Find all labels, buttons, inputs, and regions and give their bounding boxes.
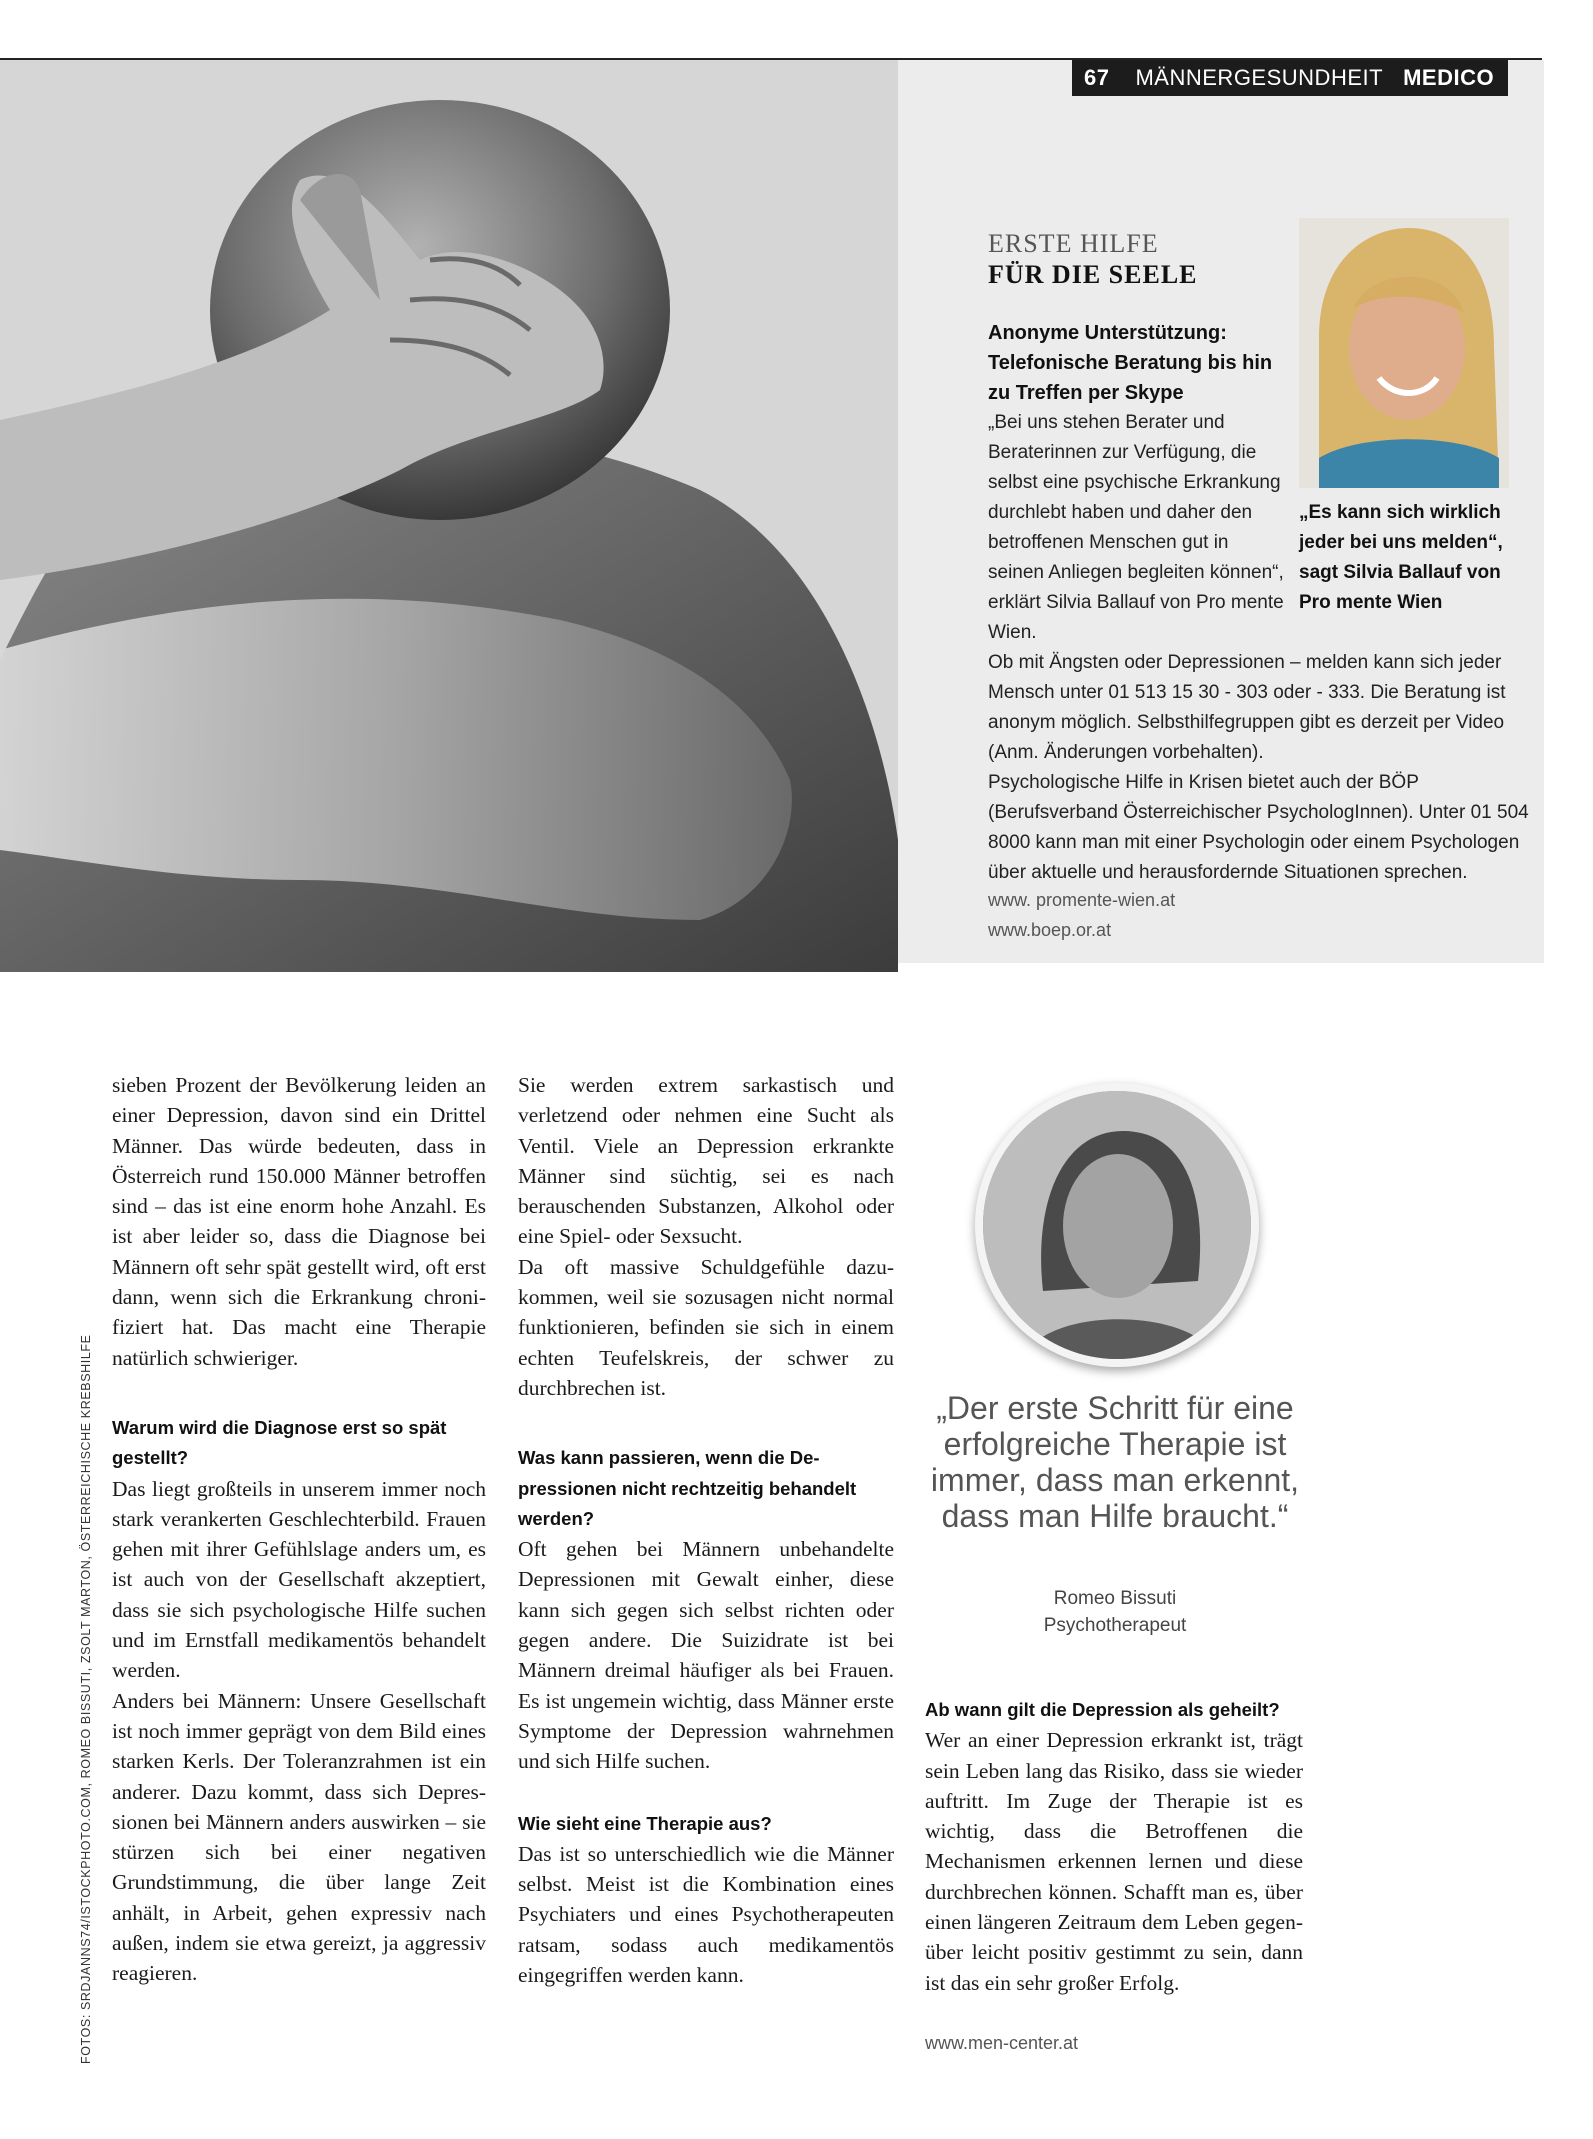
page-number: 67 <box>1084 65 1110 90</box>
question-heading: Wie sieht eine Therapie aus? <box>518 1812 772 1834</box>
question-heading: Warum wird die Diagnose erst so spät gestellt? <box>112 1416 447 1469</box>
magazine-brand: MEDICO <box>1403 65 1495 90</box>
photo-credit: FOTOS: SRDJANNS74/ISTOCKPHOTO.COM, ROMEO BISSUTI, ZSOLT MARTON, ÖSTERREICHISCHE KREBSHILFE <box>79 1334 93 2064</box>
portrait-romeo-bissuti <box>975 1083 1259 1367</box>
paragraph: sieben Prozent der Bevölkerung leiden an einer Depression, davon sind ein Drittel Männer. Das würde bedeuten, dass in Österreich rund 150.000 Männer betroffen sind – das ist eine enorm hohe Anzahl. Es ist aber leider so, dass die Diagnose bei Männern oft sehr spät gestellt wird, oft erst dann, wenn sich die Erkrankung chronifiziert hat. Das macht eine Therapie natürlich schwieriger. <box>112 1073 486 1370</box>
paragraph: Da oft massive Schuldgefühle dazukommen, weil sie sozusagen nicht normal funktionieren, befinden sie sich in einem echten Teufelskreis, der schwer zu durchbrechen ist. <box>518 1254 894 1400</box>
link-men-center[interactable]: www.men-center.at <box>925 2033 1079 2053</box>
paragraph: Sie werden extrem sarkastisch und verletzend oder nehmen eine Sucht als Ventil. Viele an Depression erkrankte Männer sind süchtig, sei es nach berauschenden Substanzen, Alkohol oder eine Spiel- oder Sexsucht. <box>518 1073 894 1249</box>
pull-quote-attribution <box>925 1585 1305 1639</box>
info-box-title <box>988 228 1288 290</box>
hero-photo-man-holding-head <box>0 60 898 972</box>
info-box-paragraph-3: Psychologische Hilfe in Krisen bietet auch der BÖP (Berufsverband Österreichischer PsychologInnen). Unter 01 504 8000 kann man mit einer Psychologin oder einem Psychologen über aktuelle und herausfordernde Situationen sprechen. <box>988 772 1529 883</box>
question-heading: Ab wann gilt die Depression als geheilt? <box>925 1699 1280 1720</box>
hero-photo-illustration <box>0 60 898 972</box>
portrait-silvia-ballauf <box>1299 218 1509 488</box>
portrait-illustration <box>1299 218 1509 488</box>
paragraph: Das ist so unterschiedlich wie die Männer selbst. Meist ist die Kombination eines Psychiaters und eines Psychotherapeuten ratsam, sodass auch medikamentös eingegriffen werden kann. <box>518 1841 894 1988</box>
info-box-paragraph-1: „Bei uns stehen Berater und Beraterinnen zur Verfügung, die selbst eine psychische Erkrankung durchlebt haben und daher den betroffenen Menschen gut in seinen Anliegen begleiten können“, erklärt Silvia Ballauf von Pro mente Wien. <box>988 412 1284 643</box>
portrait-illustration <box>983 1091 1251 1359</box>
question-heading: Was kann passieren, wenn die Depressionen nicht rechtzeitig behandelt werden? <box>518 1447 857 1529</box>
portrait-circle-image <box>983 1091 1251 1359</box>
info-box-title-line1: ERSTE HILFE <box>988 229 1159 258</box>
info-box-title-line2: FÜR DIE SEELE <box>988 260 1198 289</box>
section-name: MÄNNERGESUNDHEIT <box>1135 65 1384 90</box>
quote-author-name: Romeo Bissuti <box>1053 1588 1177 1609</box>
portrait-caption: „Es kann sich wirklich jeder bei uns melden“, sagt Silvia Ballauf von Pro mente Wien <box>1299 502 1503 613</box>
paragraph: Wer an einer Depression erkrankt ist, trägt sein Leben lang das Risiko, dass sie wieder auftritt. Im Zuge der Therapie ist es wichtig, dass die Betroffenen die Mechanismen erkennen lernen und diese durchbrechen können. Schafft man es, über einen längeren Zeitraum dem Leben gegenüber leicht positiv gestimmt zu sein, dann ist das ein sehr großer Erfolg. <box>925 1728 1303 1995</box>
info-box-paragraph-2: Ob mit Ängsten oder Depressionen – melden kann sich jeder Mensch unter 01 513 15 30 - 303 oder - 333. Die Beratung ist anonym möglich. Selbsthilfegruppen gibt es derzeit per Video (Anm. Änderungen vorbehalten). <box>988 652 1506 763</box>
paragraph: Das liegt großteils in unserem immer noch stark verankerten Geschlechterbild. Frauen gehen mit ihrer Gefühlslage anders um, es ist auch von der Gesellschaft akzeptiert, dass sie sich psychologische Hilfe suchen und im Ernstfall medikamentös behandelt werden. <box>112 1476 486 1683</box>
info-box-lead: Anonyme Unterstützung: Telefonische Beratung bis hin zu Treffen per Skype <box>988 322 1273 404</box>
page-header <box>1072 60 1508 96</box>
link-boep[interactable]: www.boep.or.at <box>988 920 1112 940</box>
article-column-3 <box>925 1695 1303 1998</box>
quote-author-role: Psychotherapeut <box>1043 1615 1187 1636</box>
article-column-1 <box>112 1070 486 1989</box>
article-column-2 <box>518 1070 894 1990</box>
link-promente-wien[interactable]: www. promente-wien.at <box>988 890 1176 910</box>
pull-quote: „Der erste Schritt für eine erfolgreiche Therapie ist immer, dass man erkennt, dass man Hilfe braucht.“ <box>930 1390 1300 1534</box>
paragraph: Anders bei Männern: Unsere Gesellschaft ist noch immer geprägt von dem Bild eines starken Kerls. Der Toleranzrahmen ist ein anderer. Dazu kommt, dass sich Depressionen bei Männern anders auswirken – sie stürzen sich bei einer negativen Grundstimmung, die über lange Zeit anhält, in Arbeit, gehen expressiv nach außen, indem sie etwa gereizt, ja aggressiv reagieren. <box>112 1688 486 1986</box>
paragraph: Oft gehen bei Männern unbehandelte Depressionen mit Gewalt einher, diese kann sich gegen sich selbst richten oder gegen andere. Die Suizidrate ist bei Männern dreimal häufiger als bei Frauen. Es ist ungemein wichtig, dass Männer erste Symptome der Depression wahrnehmen und sich Hilfe suchen. <box>518 1537 894 1774</box>
